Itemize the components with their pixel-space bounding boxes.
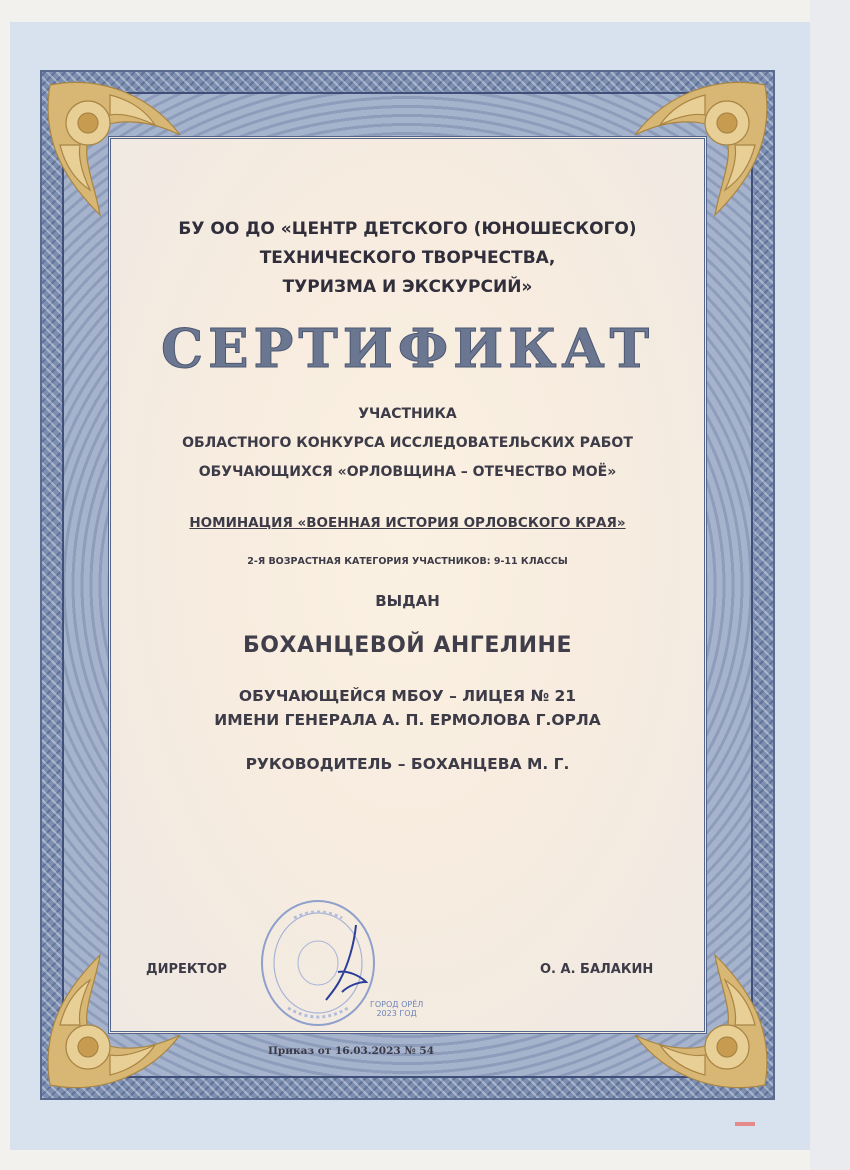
organization-name [110, 215, 705, 302]
stamp-caption-line-2: 2023 ГОД [376, 1009, 417, 1018]
organization-line-1: БУ ОО ДО «ЦЕНТР ДЕТСКОГО (ЮНОШЕСКОГО) [178, 219, 637, 239]
director-name: О. А. БАЛАКИН [540, 962, 654, 977]
subtitle-line-3: ОБУЧАЮЩИХСЯ «ОРЛОВЩИНА – ОТЕЧЕСТВО МОЁ» [198, 464, 617, 480]
scan-edge [810, 0, 850, 1170]
stamp-caption [370, 1000, 423, 1018]
director-label: ДИРЕКТОР [146, 962, 227, 977]
certificate-title: СЕРТИФИКАТ [160, 318, 655, 380]
age-category: 2-Я ВОЗРАСТНАЯ КАТЕГОРИЯ УЧАСТНИКОВ: 9-11 КЛАССЫ [247, 556, 568, 567]
school-line-1: ОБУЧАЮЩЕЙСЯ МБОУ – ЛИЦЕЯ № 21 [238, 687, 577, 705]
corner-ornament-top-left-icon [40, 75, 190, 225]
issued-label: ВЫДАН [375, 592, 440, 610]
organization-line-2: ТЕХНИЧЕСКОГО ТВОРЧЕСТВА, [259, 248, 556, 268]
nomination: НОМИНАЦИЯ «ВОЕННАЯ ИСТОРИЯ ОРЛОВСКОГО КРАЯ» [189, 515, 626, 531]
school-line-2: ИМЕНИ ГЕНЕРАЛА А. П. ЕРМОЛОВА Г.ОРЛА [214, 711, 601, 729]
order-reference: Приказ от 16.03.2023 № 54 [268, 1045, 435, 1057]
subtitle-line-1: УЧАСТНИКА [358, 406, 457, 422]
organization-line-3: ТУРИЗМА И ЭКСКУРСИЙ» [282, 277, 533, 297]
stamp-caption-line-1: ГОРОД ОРЁЛ [370, 1000, 424, 1009]
director-signature-icon [318, 920, 378, 1010]
school-info [110, 684, 705, 732]
subtitle-line-2: ОБЛАСТНОГО КОНКУРСА ИССЛЕДОВАТЕЛЬСКИХ РАБОТ [182, 435, 633, 451]
corner-ornament-top-right-icon [625, 75, 775, 225]
certificate-subtitle [110, 400, 705, 487]
scan-mark [735, 1122, 755, 1126]
supervisor: РУКОВОДИТЕЛЬ – БОХАНЦЕВА М. Г. [245, 755, 570, 773]
recipient-name: БОХАНЦЕВОЙ АНГЕЛИНЕ [243, 633, 572, 658]
